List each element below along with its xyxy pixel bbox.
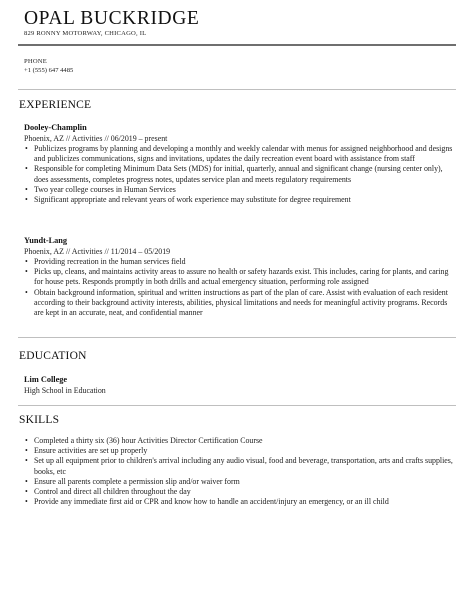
address: 829 RONNY MOTORWAY, CHICAGO, IL — [24, 30, 147, 37]
list-item: • Two year college courses in Human Services — [34, 185, 454, 195]
phone-value: +1 (555) 647 4485 — [24, 67, 74, 74]
job-bullets — [24, 257, 454, 318]
list-item: • Picks up, cleans, and maintains activity areas to assure no health or safety hazards exist. This includes, caring for plants, and caring for house pets. Responds promptly in both drills and actual emergency situation, performing role assigned — [34, 267, 454, 287]
list-item: • Significant appropriate and relevant years of work experience may substitute for degree requirement — [34, 195, 454, 205]
job-meta: Phoenix, AZ // Activities // 11/2014 – 05/2019 — [24, 247, 171, 256]
candidate-name: OPAL BUCKRIDGE — [24, 8, 200, 29]
list-item: • Completed a thirty six (36) hour Activities Director Certification Course — [34, 436, 454, 446]
contact-divider — [18, 89, 456, 90]
experience-heading: EXPERIENCE — [19, 99, 92, 111]
job-company: Yundt-Lang — [24, 236, 68, 245]
list-item: • Publicizes programs by planning and developing a monthly and weekly calendar with menus for assigned neighborhood and designs and publicizes communications, signs and invitations, updates the daily recreation event board with assistance from staff — [34, 144, 454, 164]
skills-heading: SKILLS — [19, 414, 60, 426]
education-divider — [18, 405, 456, 406]
job-company: Dooley-Champlin — [24, 123, 87, 132]
education-entry — [24, 374, 454, 396]
phone-label: PHONE — [24, 58, 47, 65]
job-entry — [24, 235, 454, 318]
degree: High School in Education — [24, 386, 106, 395]
list-item: • Providing recreation in the human services field — [34, 257, 454, 267]
job-meta: Phoenix, AZ // Activities // 06/2019 – present — [24, 134, 168, 143]
skills-list-wrapper — [24, 436, 454, 507]
skills-list — [24, 436, 454, 507]
job-entry — [24, 122, 454, 205]
list-item: • Responsible for completing Minimum Data Sets (MDS) for initial, quarterly, annual and significant change (nursing center only), does assessments, completes progress notes, updates service plan and meets regulatory requirements — [34, 164, 454, 184]
list-item: • Ensure all parents complete a permission slip and/or waiver form — [34, 477, 454, 487]
list-item: • Control and direct all children throughout the day — [34, 487, 454, 497]
list-item: • Provide any immediate first aid or CPR and know how to handle an accident/injury an emergency, or an ill child — [34, 497, 454, 507]
header-divider — [18, 44, 456, 46]
education-heading: EDUCATION — [19, 350, 87, 362]
list-item: • Ensure activities are set up properly — [34, 446, 454, 456]
list-item: • Set up all equipment prior to children's arrival including any audio visual, food and beverage, transportation, arts and crafts supplies, books, etc — [34, 456, 454, 476]
experience-divider — [18, 337, 456, 338]
list-item: • Obtain background information, spiritual and written instructions as part of the plan of care. Assist with evaluation of each resident according to their background activity interests, abilities, physical limitations and needs for meaningful activity programs. Records are kept in an accurate, neat, and confidential manner — [34, 288, 454, 319]
job-bullets — [24, 144, 454, 205]
school-name: Lim College — [24, 375, 68, 384]
